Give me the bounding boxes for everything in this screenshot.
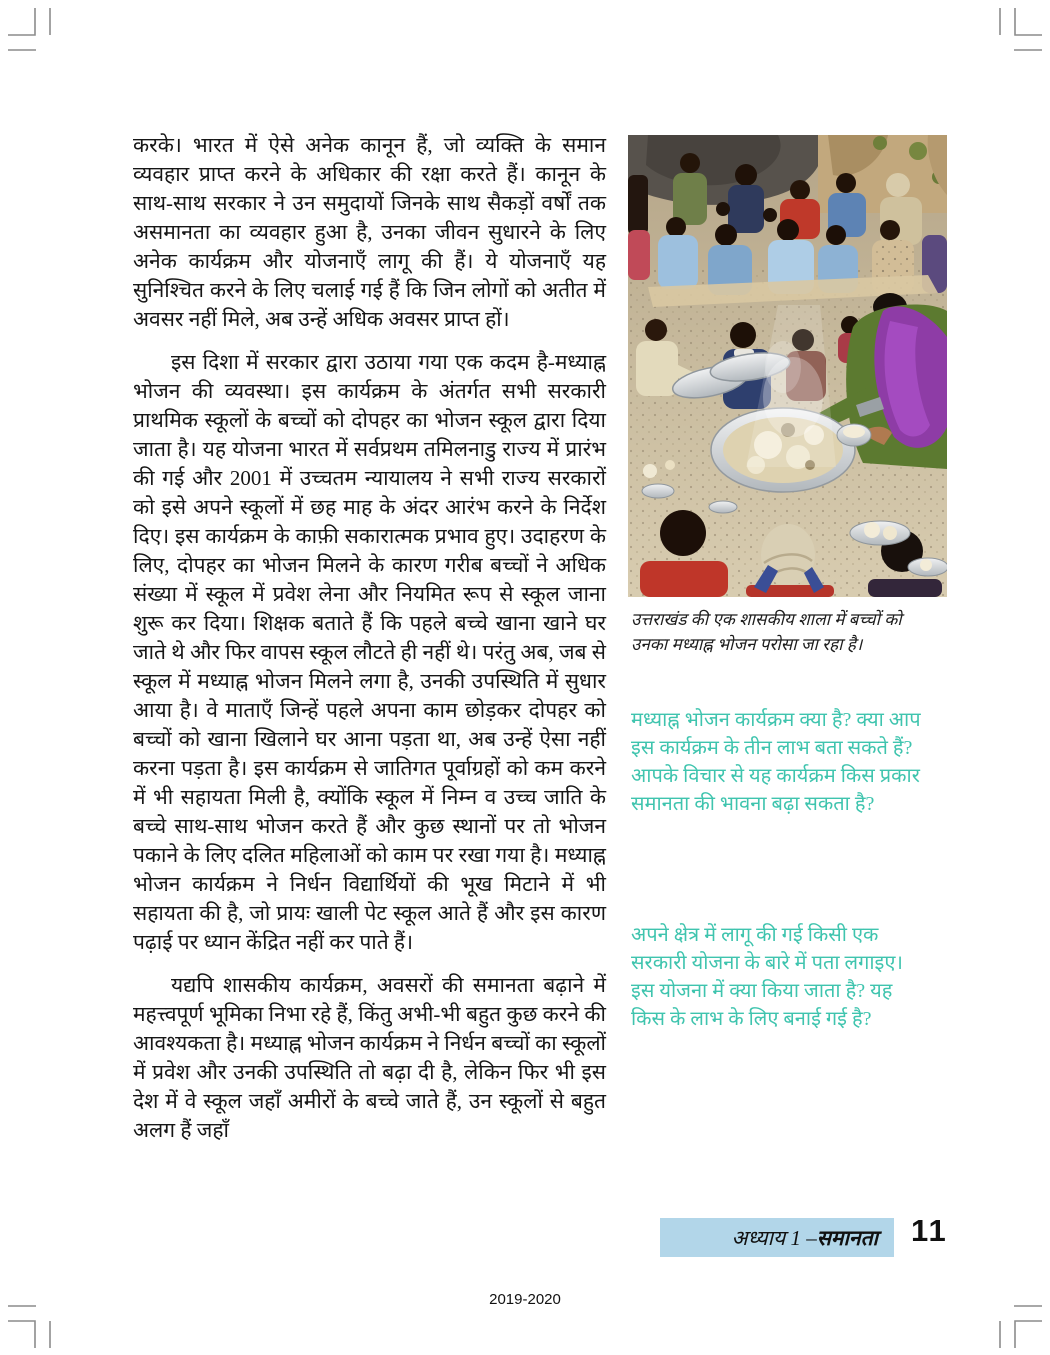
crop-mark-top-left — [8, 8, 58, 58]
body-text-column — [133, 131, 606, 1159]
body-paragraph: यद्यपि शासकीय कार्यक्रम, अवसरों की समानता बढ़ाने में महत्त्वपूर्ण भूमिका निभा रहे हैं, किंतु अभी-भी बहुत कुछ करने की आवश्यकता है। मध्याह्न भोजन कार्यक्रम ने निर्धन बच्चों का स्कूलों में प्रवेश और उनकी उपस्थिति तो बढ़ा दी है, लेकिन फिर भी इस देश में वे स्कूल जहाँ अमीरों के बच्चे जाते हैं, उन स्कूलों से बहुत अलग हैं जहाँ — [133, 973, 606, 1142]
activity-question-box-2: अपने क्षेत्र में लागू की गई किसी एक सरकारी योजना के बारे में पता लगाइए। इस योजना में क्या किया जाता है? यह किस के लाभ के लिए बनाई गई है? — [631, 924, 903, 1030]
photo-caption: उत्तराखंड की एक शासकीय शाला में बच्चों को उनका मध्याह्न भोजन परोसा जा रहा है। — [631, 610, 902, 654]
edition-year: 2019-2020 — [489, 1291, 561, 1308]
midday-meal-photo-illustration — [628, 135, 947, 597]
crop-mark-top-right — [992, 8, 1042, 58]
activity-question-box-1: मध्याह्न भोजन कार्यक्रम क्या है? क्या आप इस कार्यक्रम के तीन लाभ बता सकते हैं? आपके विचार से यह कार्यक्रम किस प्रकार समानता की भावना बढ़ा सकता है? — [631, 709, 921, 815]
midday-meal-photo — [628, 135, 947, 597]
chapter-label-prefix: अध्याय 1 – — [731, 1225, 817, 1250]
chapter-title: समानता — [816, 1225, 878, 1250]
body-paragraph: इस दिशा में सरकार द्वारा उठाया गया एक कदम है-मध्याह्न भोजन की व्यवस्था। इस कार्यक्रम के अंतर्गत सभी सरकारी प्राथमिक स्कूलों के बच्चों को दोपहर का भोजन स्कूल द्वारा दिया जाता है। यह योजना भारत में सर्वप्रथम तमिलनाडु राज्य में प्रारंभ की गई और 2001 में उच्चतम न्यायालय ने सभी राज्य सरकारों को इसे अपने स्कूलों में छह माह के अंदर आरंभ करने के निर्देश दिए। इस कार्यक्रम के काफ़ी सकारात्मक प्रभाव हुए। उदाहरण के लिए, दोपहर का भोजन मिलने के कारण गरीब बच्चों ने अधिक संख्या में स्कूल में प्रवेश लेना और नियमित रूप से स्कूल जाना शुरू कर दिया। शिक्षक बताते हैं कि पहले बच्चे खाना खाने घर जाते थे और फिर वापस स्कूल लौटते ही नहीं थे। परंतु अब, जब से स्कूल में मध्याह्न भोजन मिलने लगा है, उनकी उपस्थिति में सुधार आया है। वे माताएँ जिन्हें पहले अपना काम छोड़कर दोपहर को बच्चों को खाना खिलाने घर आना पड़ता था, अब उन्हें ऐसा नहीं करना पड़ता है। इस कार्यक्रम से जातिगत पूर्वाग्रहों को कम करने में भी सहायता मिली है, क्योंकि स्कूल में निम्न व उच्च जाति के बच्चे साथ-साथ भोजन करते हैं और कुछ स्थानों पर तो भोजन पकाने के लिए दलित महिलाओं को काम पर रखा गया है। मध्याह्न भोजन कार्यक्रम ने निर्धन विद्यार्थियों की भूख मिटाने में भी सहायता की है, जो प्रायः खाली पेट स्कूल आते हैं और इस कारण पढ़ाई पर ध्यान केंद्रित नहीं कर पाते हैं। — [133, 350, 606, 954]
students-middle-row — [628, 217, 947, 307]
chapter-footer-bar — [660, 1218, 894, 1257]
body-paragraph: करके। भारत में ऐसे अनेक कानून हैं, जो व्यक्ति के समान व्यवहार प्राप्त करने के अधिकार की रक्षा करते हैं। कानून के साथ-साथ सरकार ने उन समुदायों जिनके साथ सैकड़ों वर्षों तक असमानता का व्यवहार हुआ है, उनका जीवन सुधारने के लिए अनेक कार्यक्रम और योजनाएँ लागू की हैं। ये योजनाएँ यह सुनिश्चित करने के लिए चलाई गई हैं कि जिन लोगों को अतीत में अवसर नहीं मिले, अब उन्हें अधिक अवसर प्राप्त हों। — [133, 133, 606, 331]
page-number: 11 — [911, 1213, 948, 1248]
